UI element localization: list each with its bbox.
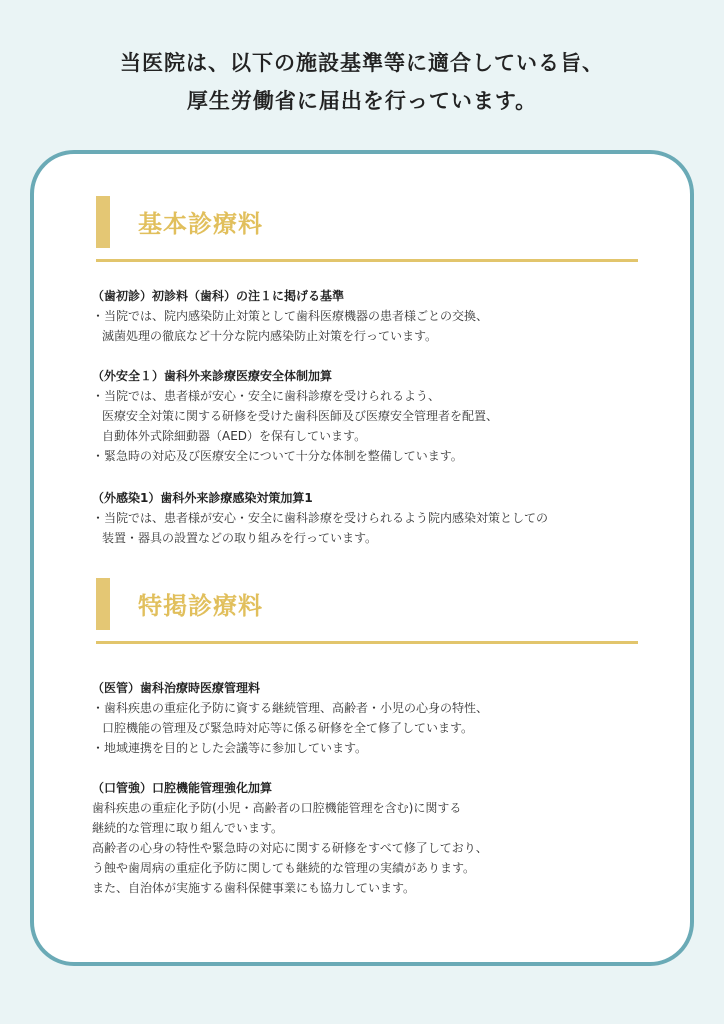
standard-line: 口腔機能の管理及び緊急時対応等に係る研修を全て修了しています。 — [102, 721, 474, 735]
header-line-1: 当医院は、以下の施設基準等に適合している旨、 — [120, 51, 604, 75]
standard-block — [92, 286, 652, 346]
standard-line: ・当院では、患者様が安心・安全に歯科診療を受けられるよう、 — [92, 389, 441, 403]
standard-block — [92, 488, 652, 548]
page-header — [0, 44, 724, 120]
section-header-special — [96, 578, 638, 644]
standard-line: また、自治体が実施する歯科保健事業にも協力しています。 — [92, 881, 416, 895]
standard-title: （歯初診）初診料（歯科）の注１に掲げる基準 — [92, 289, 345, 303]
info-card — [30, 150, 694, 966]
section-title: 特掲診療料 — [138, 592, 263, 620]
standard-line: ・当院では、患者様が安心・安全に歯科診療を受けられるよう院内感染対策としての — [92, 511, 549, 525]
section-accent-bar — [96, 196, 110, 248]
standard-line: ・地域連携を目的とした会議等に参加しています。 — [92, 741, 368, 755]
standard-line: 継続的な管理に取り組んでいます。 — [92, 821, 284, 835]
standard-line: ・緊急時の対応及び医療安全について十分な体制を整備しています。 — [92, 449, 463, 463]
section-header-basic — [96, 196, 638, 262]
standard-line: 滅菌処理の徹底など十分な院内感染防止対策を行っています。 — [102, 329, 438, 343]
section-title: 基本診療料 — [138, 210, 263, 238]
standard-line: 装置・器具の設置などの取り組みを行っています。 — [102, 531, 378, 545]
standard-line: 医療安全対策に関する研修を受けた歯科医師及び医療安全管理者を配置、 — [102, 409, 499, 423]
standard-title: （医管）歯科治療時医療管理料 — [92, 681, 261, 695]
standard-line: 自動体外式除細動器（AED）を保有しています。 — [102, 429, 367, 443]
standard-block — [92, 366, 652, 466]
header-line-2: 厚生労働省に届出を行っています。 — [186, 89, 538, 113]
standard-title: （口管強）口腔機能管理強化加算 — [92, 781, 273, 795]
standard-block — [92, 678, 652, 758]
standard-line: 歯科疾患の重症化予防(小児・高齢者の口腔機能管理を含む)に関する — [92, 801, 462, 815]
standard-line: 高齢者の心身の特性や緊急時の対応に関する研修をすべて修了しており、 — [92, 841, 488, 855]
standard-line: ・当院では、院内感染防止対策として歯科医療機器の患者様ごとの交換、 — [92, 309, 489, 323]
standard-block — [92, 778, 652, 898]
standard-title: （外安全１）歯科外来診療医療安全体制加算 — [92, 369, 333, 383]
section-accent-bar — [96, 578, 110, 630]
standard-line: ・歯科疾患の重症化予防に資する継続管理、高齢者・小児の心身の特性、 — [92, 701, 489, 715]
standard-line: う蝕や歯周病の重症化予防に関しても継続的な管理の実績があります。 — [92, 861, 476, 875]
standard-title: （外感染1）歯科外来診療感染対策加算1 — [92, 491, 313, 505]
